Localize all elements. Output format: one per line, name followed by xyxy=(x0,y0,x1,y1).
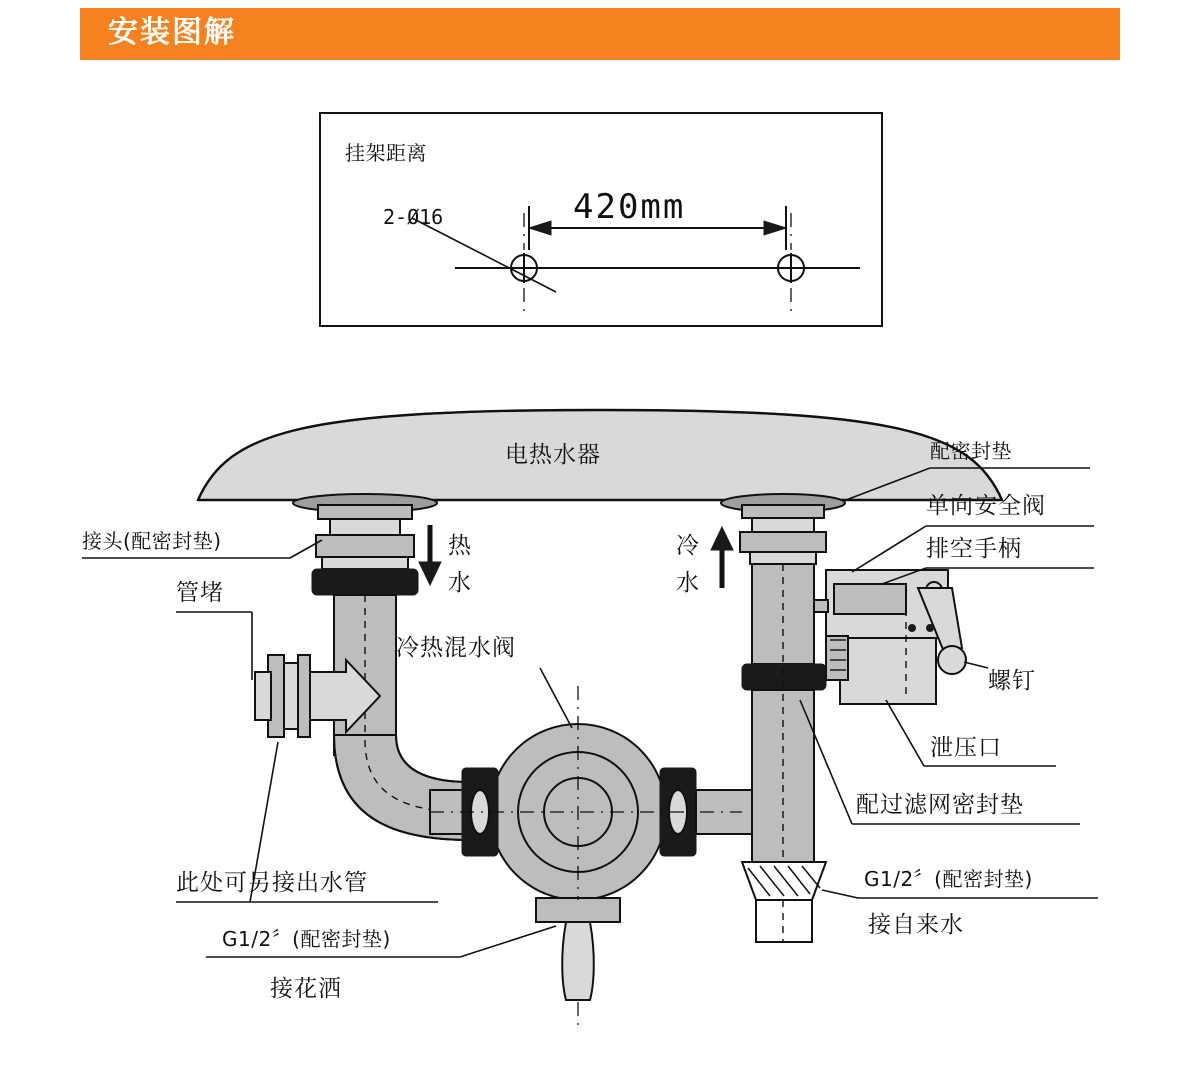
label-water-connect xyxy=(822,867,1098,938)
hole-spec-label: 2-Ø16 xyxy=(383,205,444,229)
hot-water-label-1: 热 xyxy=(448,533,472,559)
hot-water-label-2: 水 xyxy=(448,570,472,596)
cold-water-label-1: 冷 xyxy=(676,533,700,559)
cold-water-label-2: 水 xyxy=(676,570,700,596)
label-pipe-plug-text: 管堵 xyxy=(176,580,224,606)
dimension-420-label: 420mm xyxy=(573,187,686,227)
label-filter-gasket-text: 配过滤网密封垫 xyxy=(856,792,1024,818)
cold-water-arrow xyxy=(711,527,733,588)
page-title: 安装图解 xyxy=(108,15,236,50)
label-safety-valve-text: 单向安全阀 xyxy=(926,493,1046,519)
mounting-distance-box xyxy=(320,113,882,326)
hot-outlet-assembly xyxy=(293,494,472,840)
label-shower-connect xyxy=(206,926,556,1002)
label-water-thread-text: G1/2〞(配密封垫) xyxy=(864,867,1033,891)
device-label: 电热水器 xyxy=(505,442,601,468)
label-gasket-text: 配密封垫 xyxy=(930,439,1012,463)
label-screw xyxy=(964,662,1036,694)
label-shower-connect-text: 接花洒 xyxy=(270,976,342,1002)
label-screw-text: 螺钉 xyxy=(988,668,1036,694)
cold-inlet-assembly xyxy=(676,494,845,942)
label-joint-text: 接头(配密封垫) xyxy=(82,529,222,553)
label-mixing-valve xyxy=(396,635,572,728)
label-drain-handle-text: 排空手柄 xyxy=(926,536,1022,562)
mixing-valve xyxy=(430,686,782,1032)
label-joint xyxy=(82,529,322,558)
label-pressure-relief xyxy=(886,700,1056,766)
label-shower-thread-text: G1/2〞(配密封垫) xyxy=(222,927,391,951)
label-filter-gasket xyxy=(800,700,1080,824)
mounting-box-caption: 挂架距离 xyxy=(345,141,427,165)
label-water-connect-text: 接自来水 xyxy=(868,912,964,938)
label-pipe-plug xyxy=(176,580,252,680)
label-pressure-relief-text: 泄压口 xyxy=(930,735,1002,761)
hot-water-arrow xyxy=(419,525,441,585)
safety-valve-assembly xyxy=(814,570,966,704)
label-mixing-valve-text: 冷热混水阀 xyxy=(396,635,516,661)
label-extra-outlet-text: 此处可另接出水管 xyxy=(176,870,368,896)
